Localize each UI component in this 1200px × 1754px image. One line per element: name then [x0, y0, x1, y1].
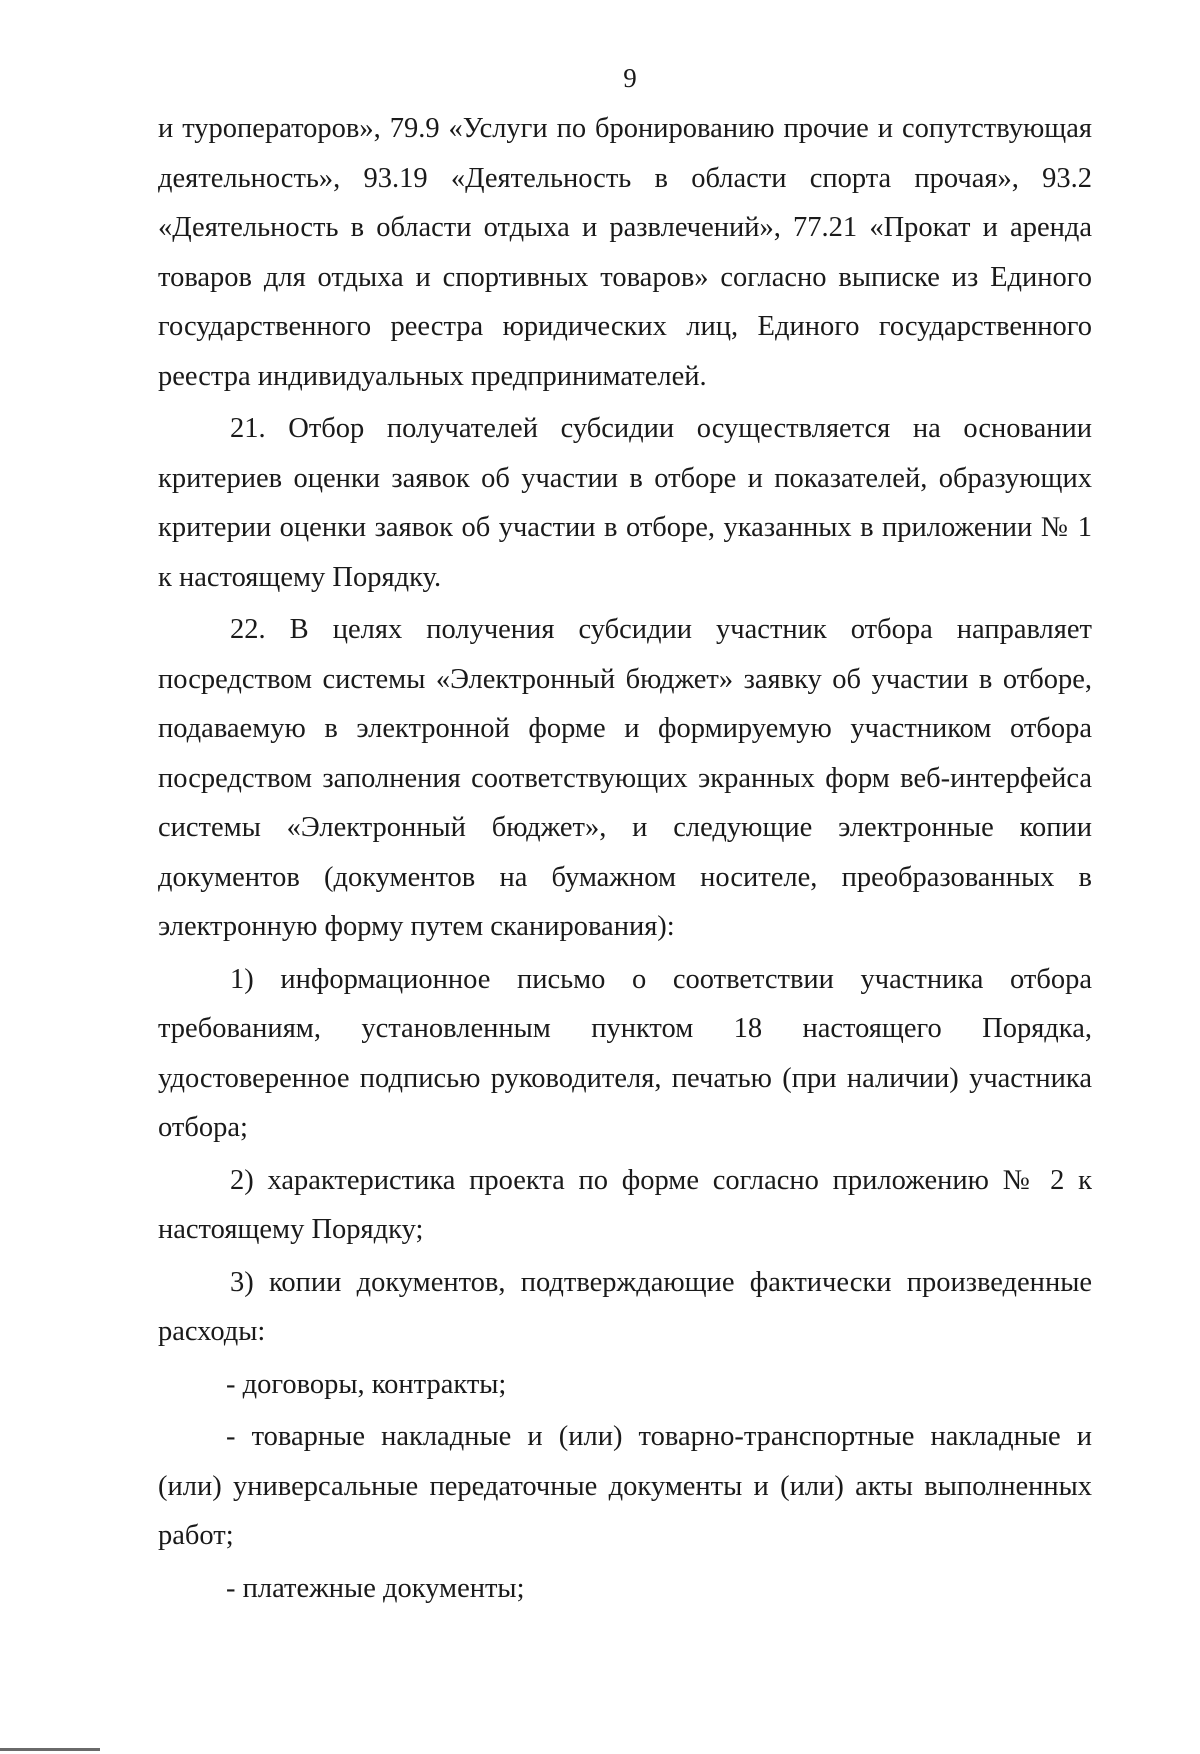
- bullet-contracts: - договоры, контракты;: [226, 1368, 507, 1400]
- paragraph-21: 21. Отбор получателей субсидии осуществляется на основании критериев оценки заявок об участии в отборе и показателей, образующих критерии оценки заявок об участии в отборе, указанных в приложении № 1 к настоящему Порядку.: [158, 413, 1092, 593]
- bullet-payment-documents: - платежные документы;: [226, 1572, 525, 1604]
- page-number: 9: [623, 63, 637, 93]
- scan-edge-mark: [0, 1748, 100, 1751]
- list-item-2: 2) характеристика проекта по форме согласно приложению № 2 к настоящему Порядку;: [158, 1164, 1092, 1245]
- list-item-3: 3) копии документов, подтверждающие фактически произведенные расходы:: [158, 1266, 1092, 1347]
- paragraph-22: 22. В целях получения субсидии участник отбора направляет посредством системы «Электронный бюджет» заявку об участии в отборе, подаваемую в электронной форме и формируемую участником отбора посредством заполнения соответствующих экранных форм веб-интерфейса системы «Электронный бюджет», и следующие электронные копии документов (документов на бумажном носителе, преобразованных в электронную форму путем сканирования):: [158, 614, 1092, 942]
- list-item-1: 1) информационное письмо о соответствии участника отбора требованиям, установленным пунктом 18 настоящего Порядка, удостоверенное подписью руководителя, печатью (при наличии) участника отбора;: [158, 963, 1092, 1143]
- bullet-invoices: - товарные накладные и (или) товарно-транспортные накладные и (или) универсальные передаточные документы и (или) акты выполненных работ;: [158, 1421, 1092, 1551]
- document-body: [158, 104, 1092, 1616]
- paragraph-okved-continuation: и туроператоров», 79.9 «Услуги по бронированию прочие и сопутствующая деятельность», 93.19 «Деятельность в области спорта прочая», 93.2 «Деятельность в области отдыха и развлечений», 77.21 «Прокат и аренда товаров для отдыха и спортивных товаров» согласно выписке из Единого государственного реестра юридических лиц, Единого государственного реестра индивидуальных предпринимателей.: [158, 113, 1092, 392]
